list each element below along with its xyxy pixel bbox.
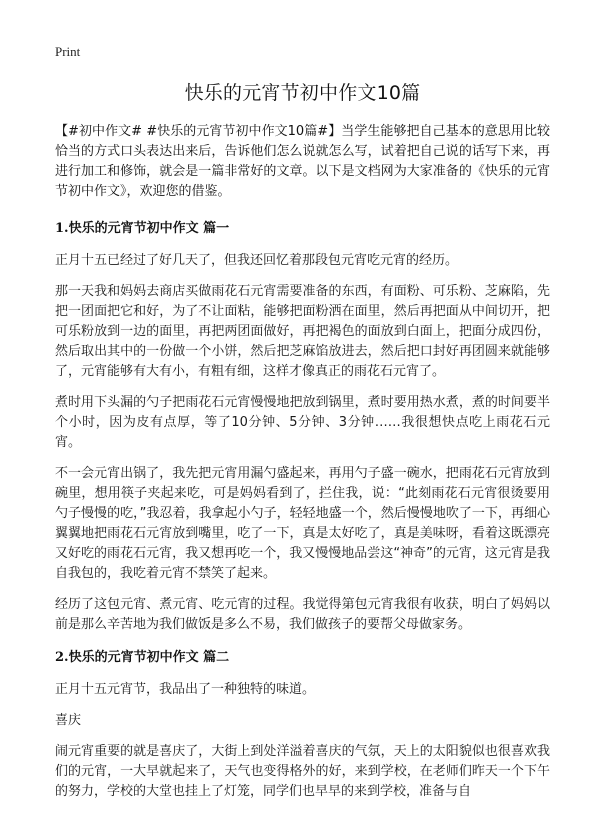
article-paragraph: 那一天我和妈妈去商店买做雨花石元宵需要准备的东西，有面粉、可乐粉、芝麻陷，先把一团面把它和好，为了不让面粘，能够把面粉洒在面里，然后再把面从中间切开，把可乐粉放到一边的面里，再把两团面做好，再把褐色的面放到白面上，把面分成四份，然后取出其中的一份做一个小饼，然后把芝麻馅放进去，然后把口封好再团圆来就能够了，元宵能够有大有小，有粗有细，这样才像真正的雨花石元宵了。: [55, 284, 550, 379]
intro-paragraph: 【#初中作文# #快乐的元宵节初中作文10篇#】当学生能够把自己基本的意思用比较恰当的方式口头表达出来后，告诉他们怎么说就怎么写，试着把自己说的话写下来，再进行加工和修饰，就会是一篇非常好的文章。以下是文档网为大家准备的《快乐的元宵节初中作文》，欢迎您的借鉴。: [55, 124, 550, 199]
article-section-1: [55, 217, 550, 635]
article-paragraph: 正月十五已经过了好几天了，但我还回忆着那段包元宵吃元宵的经历。: [55, 253, 459, 268]
document-title: 快乐的元宵节初中作文10篇: [184, 82, 421, 104]
article-paragraph: 不一会元宵出锅了，我先把元宵用漏勺盛起来，再用勺子盛一碗水，把雨花石元宵放到碗里，想用筷子夹起来吃，可是妈妈看到了，拦住我，说：“此刻雨花石元宵很烫要用勺子慢慢的吃，”我忍着，我拿起小勺子，轻轻地盛一个，然后慢慢地吹了一下，再细心翼翼地把雨花石元宵放到嘴里，吃了一下，真是太好吃了，真是美味呀，看着这既漂亮又好吃的雨花石元宵，我又想再吃一个，我又慢慢地品尝这“神奇”的元宵，这元宵是我自我包的，我吃着元宵不禁笑了起来。: [55, 466, 550, 581]
article-paragraph: 正月十五元宵节，我品出了一种独特的味道。: [55, 682, 316, 697]
article-paragraph: 煮时用下头漏的勺子把雨花石元宵慢慢地把放到锅里，煮时要用热水煮，煮的时间要半个小时，因为皮有点厚，等了10分钟、5分钟、3分钟……我很想快点吃上雨花石元宵。: [55, 395, 550, 450]
section-heading: 2.快乐的元宵节初中作文 篇二: [55, 650, 230, 665]
section-heading: 1.快乐的元宵节初中作文 篇一: [55, 221, 230, 236]
document-page: [55, 78, 550, 813]
article-paragraph: 闹元宵重要的就是喜庆了，大街上到处洋溢着喜庆的气氛，天上的太阳貌似也很喜欢我们的元宵，一大早就起来了，天气也变得格外的好，来到学校，在老师们昨天一个下午的努力，学校的大堂也挂上了灯笼，同学们也早早的来到学校，准备与自: [55, 744, 550, 799]
print-link[interactable]: Print: [55, 44, 81, 59]
article-subheading: 喜庆: [55, 713, 82, 728]
article-paragraph: 经历了这包元宵、煮元宵、吃元宵的过程。我觉得第包元宵我很有收获，明白了妈妈以前是那么辛苦地为我们做饭是多么不易，我们做孩子的要帮父母做家务。: [55, 597, 550, 632]
article-section-2: [55, 646, 550, 802]
